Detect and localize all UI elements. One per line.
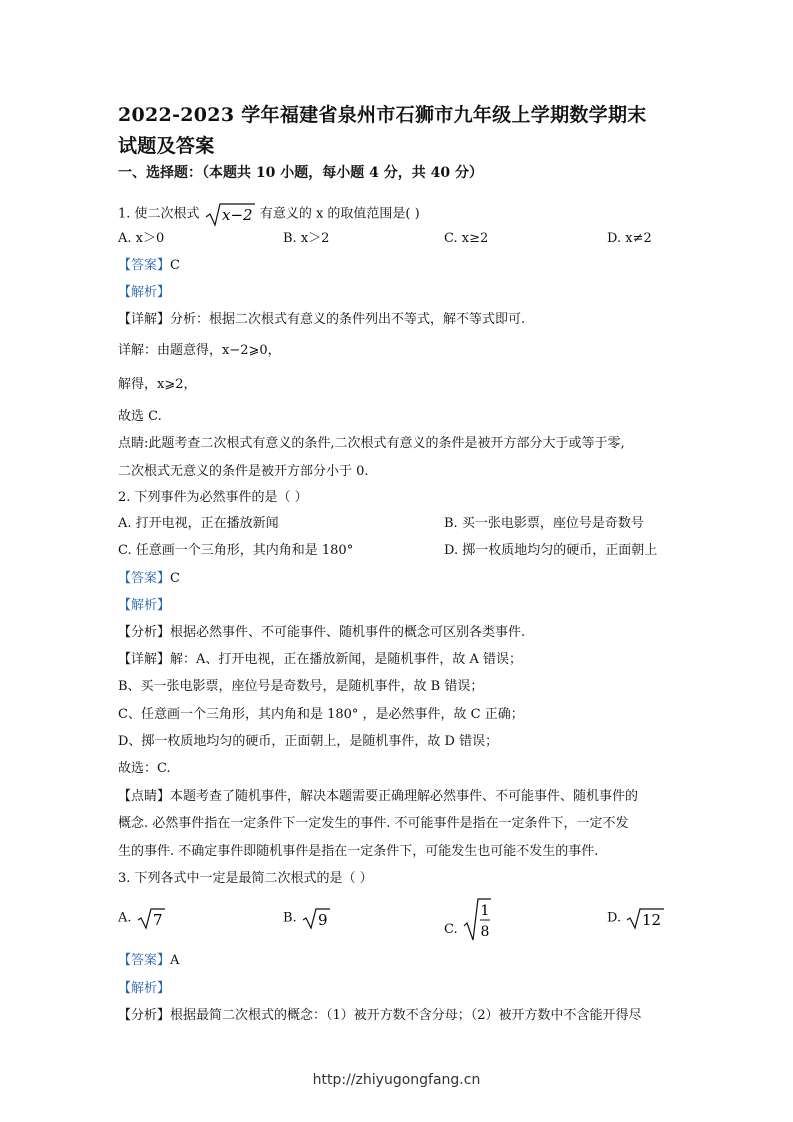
question-2-option-d: D. 掷一枚质地均匀的硬币，正面朝上 <box>444 543 658 558</box>
question-2-detail-line: 概念. 必然事件指在一定条件下一定发生的事件. 不可能事件是指在一定条件下，一定不发 <box>118 816 629 831</box>
question-3-answer <box>118 952 179 970</box>
question-2-detail-line: 生的事件. 不确定事件即随机事件是指在一定条件下，可能发生也可能不发生的事件. <box>118 844 599 859</box>
question-3-analysis-tag: 【解析】 <box>118 981 171 996</box>
document-title-line2: 试题及答案 <box>118 135 215 157</box>
question-1-detail-line: 故选 C. <box>118 409 162 424</box>
question-2-detail-line: 故选：C. <box>118 761 171 776</box>
fraction-numerator: 1 <box>480 903 490 919</box>
question-2-option-b: B. 买一张电影票，座位号是奇数号 <box>444 516 644 531</box>
answer-value: C <box>170 571 180 586</box>
fraction-denominator: 8 <box>480 924 490 940</box>
question-2-detail-line: 【点睛】本题考查了随机事件，解决本题需要正确理解必然事件、不可能事件、随机事件的 <box>118 789 639 804</box>
question-3-option-b <box>283 906 331 930</box>
question-1-stem-prefix: 1. 使二次根式 <box>118 206 200 222</box>
document-title-line1: 2022-2023 学年福建省泉州市石狮市九年级上学期数学期末 <box>118 104 647 126</box>
question-1-option-d: D. x≠2 <box>607 231 652 246</box>
option-radicand: 7 <box>152 911 163 929</box>
answer-tag: 【答案】 <box>118 953 171 968</box>
question-2-detail-line: C、任意画一个三角形，其内角和是 180° ，是必然事件，故 C 正确； <box>118 707 524 722</box>
question-2-option-a: A. 打开电视，正在播放新闻 <box>118 516 279 531</box>
answer-value: A <box>170 953 180 968</box>
question-1-detail-line: 解得，x⩾2， <box>118 377 197 392</box>
question-1-option-b: B. x＞2 <box>283 231 330 246</box>
option-label: C. <box>444 921 458 937</box>
question-3-option-c <box>444 896 492 942</box>
question-1-option-a: A. x＞0 <box>118 231 165 246</box>
sqrt-radical <box>204 201 256 227</box>
answer-tag: 【答案】 <box>118 571 171 586</box>
question-3-option-a <box>118 906 166 930</box>
question-1-detail-line: 点睛:此题考查二次根式有意义的条件,二次根式有意义的条件是被开方部分大于或等于零, <box>118 436 625 451</box>
sqrt-radical <box>625 906 665 930</box>
sqrt-fraction-radical <box>462 896 492 942</box>
question-2-detail-line: 【分析】根据必然事件、不可能事件、随机事件的概念可区别各类事件. <box>118 625 526 640</box>
footer-url: http://zhiyugongfang.cn <box>312 1072 481 1088</box>
question-2-detail-line: D、掷一枚质地均匀的硬币，正面朝上，是随机事件，故 D 错误； <box>118 734 499 749</box>
question-2-answer <box>118 570 180 588</box>
question-3-stem: 3. 下列各式中一定是最简二次根式的是（ ） <box>118 871 373 886</box>
question-1-answer <box>118 257 180 275</box>
question-1-analysis-tag: 【解析】 <box>118 285 171 300</box>
question-2-option-c: C. 任意画一个三角形，其内角和是 180° <box>118 543 354 558</box>
question-2-detail-line: 【详解】解：A、打开电视，正在播放新闻，是随机事件，故 A 错误； <box>118 652 523 667</box>
question-1-radicand: x−2 <box>221 206 253 224</box>
option-label: B. <box>283 910 297 926</box>
question-2-detail-line: B、买一张电影票，座位号是奇数号，是随机事件，故 B 错误； <box>118 679 484 694</box>
question-3-option-d <box>607 906 665 930</box>
sqrt-radical <box>301 906 331 930</box>
question-1-detail-line: 详解：由题意得，x−2⩾0， <box>118 343 281 358</box>
option-radicand: 12 <box>642 911 662 929</box>
question-1-stem <box>118 201 420 227</box>
question-2-analysis-tag: 【解析】 <box>118 598 171 613</box>
section-heading: 一、选择题：（本题共 10 小题，每小题 4 分，共 40 分） <box>118 165 483 181</box>
option-radicand: 9 <box>317 911 328 929</box>
answer-value: C <box>170 258 180 273</box>
question-1-detail-line: 二次根式无意义的条件是被开方部分小于 0. <box>118 464 369 479</box>
question-2-stem: 2. 下列事件为必然事件的是（ ） <box>118 490 308 505</box>
answer-tag: 【答案】 <box>118 258 171 273</box>
option-label: D. <box>607 910 622 926</box>
sqrt-radical <box>136 906 166 930</box>
question-1-option-c: C. x≥2 <box>444 231 489 246</box>
question-1-detail-line: 【详解】分析：根据二次根式有意义的条件列出不等式，解不等式即可. <box>118 312 526 327</box>
question-3-detail-line: 【分析】根据最简二次根式的概念：（1）被开方数不含分母；（2）被开方数中不含能开得尽 <box>118 1008 642 1023</box>
option-label: A. <box>118 910 132 926</box>
question-1-stem-suffix: 有意义的 x 的取值范围是( ) <box>259 206 420 222</box>
